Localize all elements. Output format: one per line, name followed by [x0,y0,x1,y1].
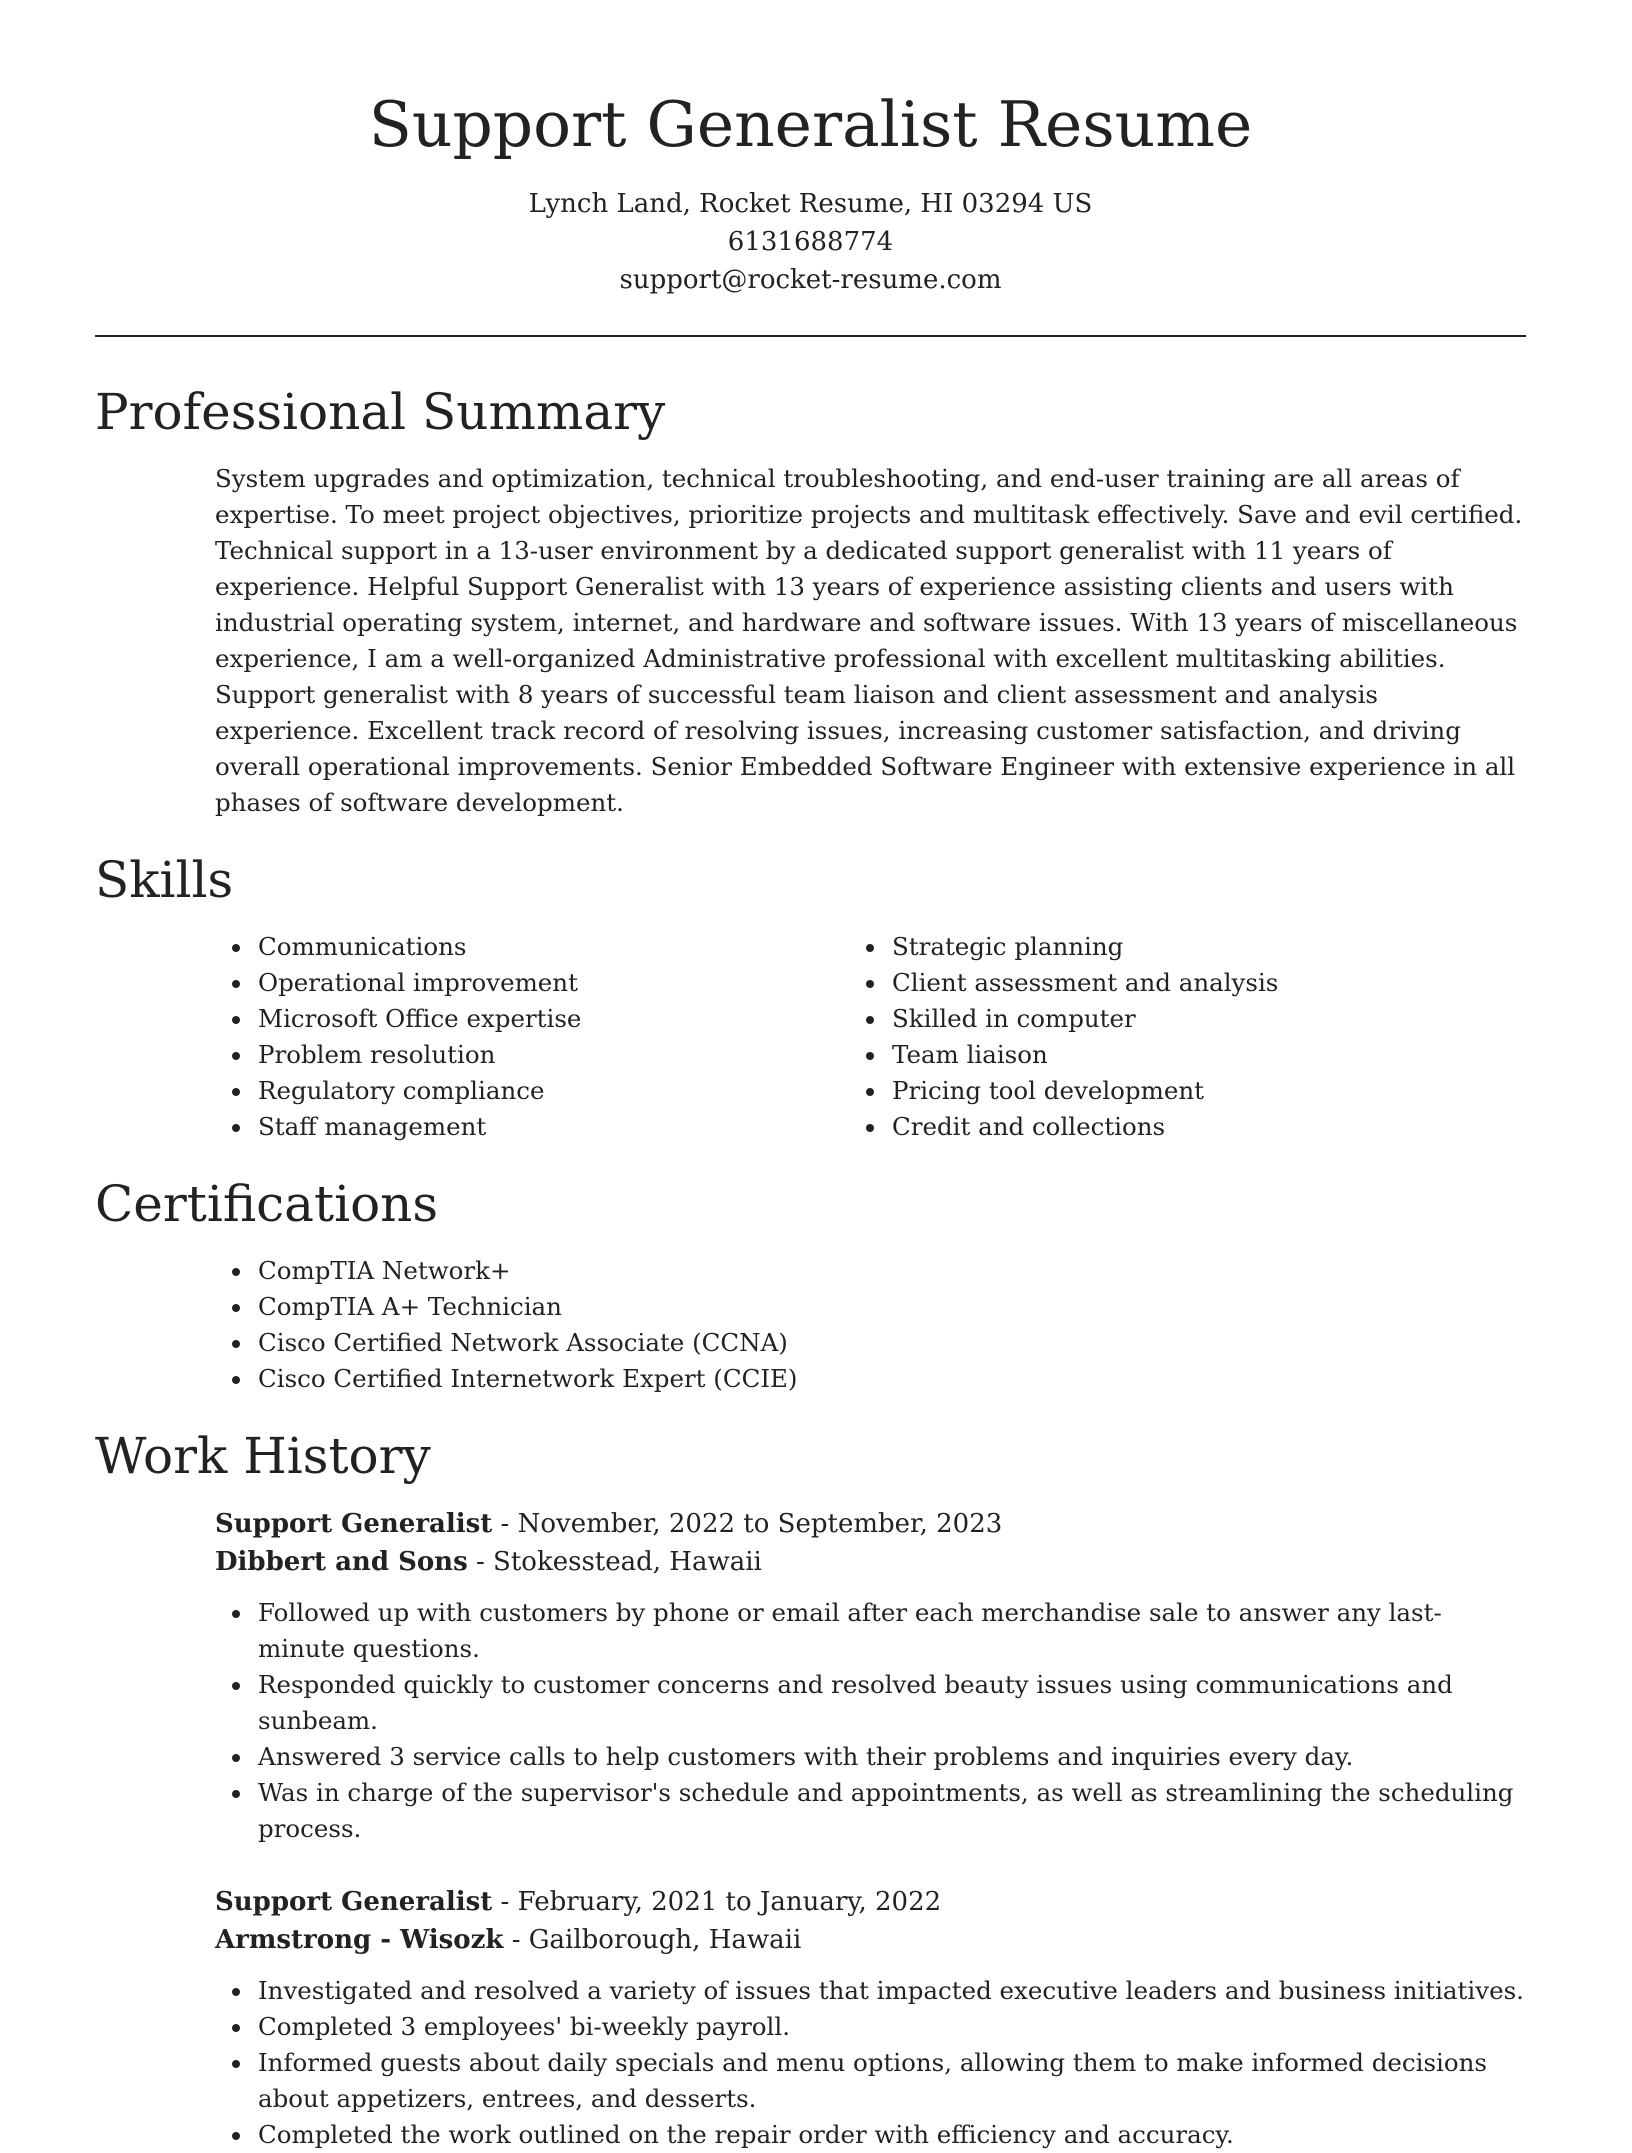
resume-page [95,0,1526,2153]
skills-grid [95,929,1526,1145]
skill-item: Problem resolution [258,1037,892,1073]
skill-item: Client assessment and analysis [892,965,1526,1001]
summary-text: System upgrades and optimization, technical troubleshooting, and end-user training are all areas of expertise. To meet project objectives, prioritize projects and multitask effectively. Save and evil certified. Technical support in a 13-user environment by a dedicated support generalist with 11 years of experience. Helpful Support Generalist with 13 years of experience assisting clients and users with industrial operating system, internet, and hardware and software issues. With 13 years of miscellaneous experience, I am a well-organized Administrative professional with excellent multitasking abilities. Support generalist with 8 years of successful team liaison and client assessment and analysis experience. Excellent track record of resolving issues, increasing customer satisfaction, and driving overall operational improvements. Senior Embedded Software Engineer with extensive experience in all phases of software development. [215,464,1523,817]
job-duty-item: Completed the work outlined on the repair order with efficiency and accuracy. [258,2117,1526,2153]
job-title: Support Generalist [215,1887,493,1917]
certification-item: Cisco Certified Network Associate (CCNA) [258,1325,1526,1361]
skill-item: Credit and collections [892,1109,1526,1145]
job-dates: - November, 2022 to September, 2023 [492,1509,1003,1539]
job-duties-list [215,1595,1526,1847]
job-entry [215,1505,1526,1847]
job-duty-item: Answered 3 service calls to help customers with their problems and inquiries every day. [258,1739,1526,1775]
skill-item: Communications [258,929,892,965]
skill-item: Operational improvement [258,965,892,1001]
job-company: Dibbert and Sons [215,1547,468,1577]
skills-heading: Skills [95,851,234,909]
resume-title: Support Generalist Resume [368,88,1253,161]
job-duty-item: Informed guests about daily specials and menu options, allowing them to make informed decisions about appetizers, entrees, and desserts. [258,2045,1526,2117]
skill-item: Skilled in computer [892,1001,1526,1037]
job-title-line [215,1505,1526,1543]
job-duty-item: Responded quickly to customer concerns and resolved beauty issues using communications and sunbeam. [258,1667,1526,1739]
job-entry [215,1883,1526,2153]
contact-address: Lynch Land, Rocket Resume, HI 03294 US [528,189,1093,219]
work-history-section [95,1425,1526,2153]
job-duty-item: Was in charge of the supervisor's schedule and appointments, as well as streamlining the scheduling process. [258,1775,1526,1847]
certification-item: Cisco Certified Internetwork Expert (CCIE) [258,1361,1526,1397]
certifications-section [95,1173,1526,1397]
job-title: Support Generalist [215,1509,493,1539]
skills-section [95,849,1526,1145]
summary-heading: Professional Summary [95,383,666,441]
skill-item: Team liaison [892,1037,1526,1073]
contact-phone: 6131688774 [727,227,894,257]
resume-header [95,0,1526,299]
job-duty-item: Investigated and resolved a variety of issues that impacted executive leaders and business initiatives. [258,1973,1526,2009]
contact-email: support@rocket-resume.com [619,265,1002,295]
contact-info [95,185,1526,299]
job-duty-item: Followed up with customers by phone or email after each merchandise sale to answer any last-minute questions. [258,1595,1526,1667]
skill-item: Strategic planning [892,929,1526,965]
job-duties-list [215,1973,1526,2153]
skill-item: Microsoft Office expertise [258,1001,892,1037]
skill-item: Pricing tool development [892,1073,1526,1109]
job-company-line [215,1921,1526,1959]
skills-list-left [95,929,892,1145]
job-title-line [215,1883,1526,1921]
job-company-line [215,1543,1526,1581]
work-history-heading: Work History [95,1427,431,1485]
skill-item: Regulatory compliance [258,1073,892,1109]
job-location: - Gailborough, Hawaii [503,1925,802,1955]
certifications-heading: Certifications [95,1175,439,1233]
summary-section [95,381,1526,821]
skill-item: Staff management [258,1109,892,1145]
job-company: Armstrong - Wisozk [215,1925,504,1955]
skills-list-right [892,929,1526,1145]
job-duty-item: Completed 3 employees' bi-weekly payroll. [258,2009,1526,2045]
certification-item: CompTIA A+ Technician [258,1289,1526,1325]
certification-item: CompTIA Network+ [258,1253,1526,1289]
job-location: - Stokesstead, Hawaii [467,1547,762,1577]
job-dates: - February, 2021 to January, 2022 [492,1887,942,1917]
header-divider [95,335,1526,337]
certifications-list [95,1253,1526,1397]
